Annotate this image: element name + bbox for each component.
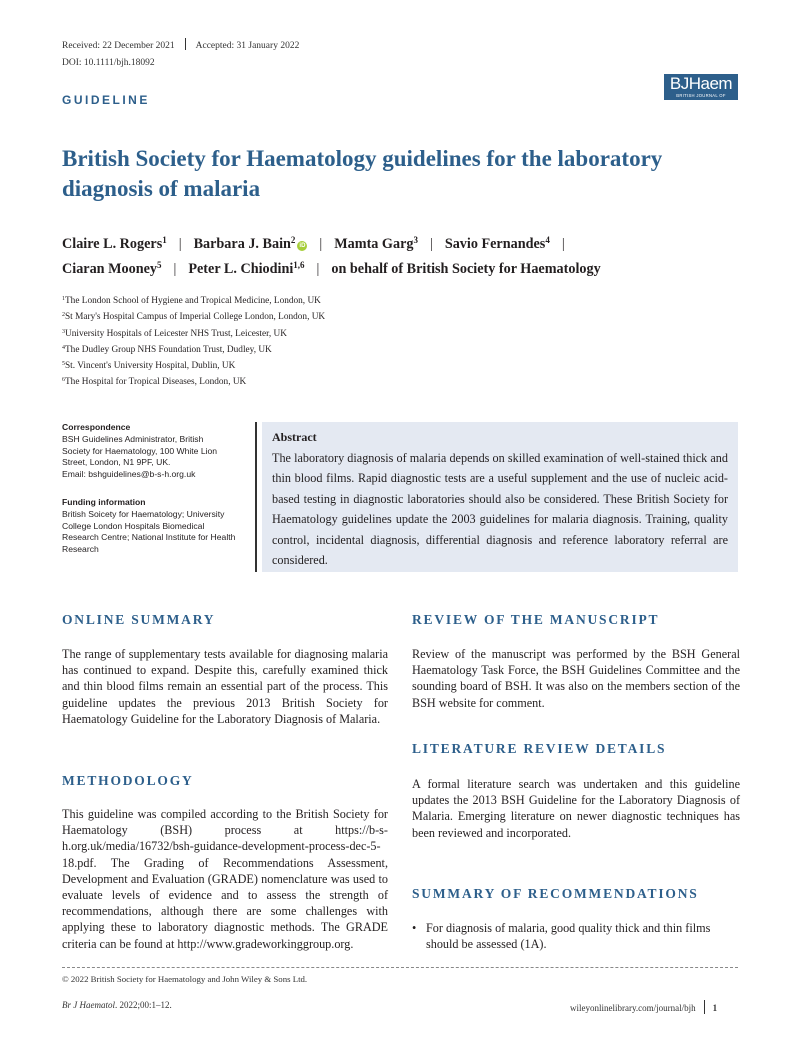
author[interactable]: Mamta Garg$^3$ [334, 235, 418, 252]
online-summary-text: The range of supplementary tests available for diagnosing malaria has continued to expand. Despite this, carefully examined thick and thin blood films remain an essential part of the process. This guideline updates the previous 2013 British Society for Haematology Guideline for the Laboratory Diagnosis of Malaria. [62, 647, 388, 726]
author-separator: | [178, 236, 182, 252]
author[interactable]: Peter L. Chiodini$^{1,6}$ [188, 260, 305, 277]
affiliation: $^2$St Mary's Hospital Campus of Imperial College London, London, UK [62, 312, 326, 323]
author-separator: | [316, 261, 320, 277]
affiliation-list [62, 293, 325, 391]
copyright-notice: © 2022 British Society for Haematology and John Wiley & Sons Ltd. [62, 974, 308, 984]
abstract-divider [255, 422, 257, 572]
section-heading-recommendations: SUMMARY OF RECOMMENDATIONS [412, 886, 699, 901]
literature-text: A formal literature search was undertaken and this guideline updates the 2013 BSH Guideline for the Laboratory Diagnosis of Malaria. Emerging literature on newer diagnostic techniques has been reviewed and incorporated. [412, 777, 740, 840]
funding-heading: Funding information [62, 497, 146, 507]
abstract-heading: Abstract [272, 430, 317, 444]
author-separator: | [561, 236, 565, 252]
correspondence-heading: Correspondence [62, 422, 131, 432]
article-type-label: GUIDELINE [62, 93, 150, 107]
affiliation: $^5$St. Vincent's University Hospital, Dublin, UK [62, 361, 236, 372]
author-separator: | [319, 236, 323, 252]
recommendation-text: For diagnosis of malaria, good quality thick and thin films should be assessed (1A). [426, 921, 711, 952]
author[interactable]: Barbara J. Bain$^2$iD [193, 235, 306, 252]
bullet-marker: • [412, 921, 417, 935]
section-heading-methodology: METHODOLOGY [62, 773, 194, 788]
funding-line: Research Centre; National Institute for Health [62, 532, 236, 543]
author-separator: | [173, 261, 177, 277]
orcid-icon[interactable]: iD [299, 243, 306, 249]
funding-line: Research [62, 544, 99, 555]
doi-link[interactable]: DOI: 10.1111/bjh.18092 [62, 58, 155, 68]
affiliation: $^6$The Hospital for Tropical Diseases, London, UK [62, 377, 247, 388]
page-separator [704, 1000, 705, 1014]
correspondence-line: BSH Guidelines Administrator, British [62, 433, 204, 444]
article-title: British Society for Haematology guidelines for the laboratory diagnosis of malaria [62, 146, 663, 201]
journal-logo-text: BJHaem [669, 74, 733, 93]
funding-line: British Soicety for Haematology; University [62, 508, 225, 519]
funding-line: College London Hospitals Biomedical [62, 520, 205, 531]
abstract-text: The laboratory diagnosis of malaria depends on skilled examination of well-stained thick and thin blood films. Rapid diagnostic tests are a useful supplement and the use of nucleic acid-based testing in diagnostic laboratories should also be considered. These British Society for Haematology guidelines update the 2003 guidelines for malaria diagnosis. Training, quality control, incidental diagnosis, differential diagnosis and reference laboratory referral are considered. [272, 451, 728, 568]
journal-url[interactable]: wileyonlinelibrary.com/journal/bjh [570, 1003, 696, 1013]
author-list [62, 232, 752, 282]
funding-block [62, 497, 248, 556]
list-item [412, 920, 740, 952]
author[interactable]: Claire L. Rogers$^1$ [62, 235, 167, 252]
section-heading-online-summary: ONLINE SUMMARY [62, 612, 216, 627]
affiliation: $^4$The Dudley Group NHS Foundation Trust, Dudley, UK [62, 344, 272, 355]
correspondence-line: Street, London, N1 9PF, UK. [62, 457, 171, 468]
journal-logo [664, 74, 738, 104]
date-separator [185, 38, 186, 50]
section-heading-review: REVIEW OF THE MANUSCRIPT [412, 612, 660, 627]
author-group: on behalf of British Society for Haematology [331, 261, 601, 277]
footer-divider [62, 967, 738, 968]
correspondence-block [62, 422, 248, 481]
correspondence-email[interactable]: Email: bshguidelines@b-s-h.org.uk [62, 469, 196, 480]
author-separator: | [429, 236, 433, 252]
journal-logo-subtext: BRITISH JOURNAL OF HAEMATOLOGY [676, 93, 726, 104]
review-text: Review of the manuscript was performed by the BSH General Haematology Task Force, the BSH Guidelines Committee and the sounding board of BSH. It was also on the members section of the BSH website for comment. [412, 647, 740, 710]
abstract-box [262, 422, 738, 572]
section-heading-literature: LITERATURE REVIEW DETAILS [412, 741, 667, 756]
received-date: Received: 22 December 2021 [62, 41, 175, 51]
correspondence-line: Society for Haematology, 100 White Lion [62, 445, 218, 456]
affiliation: $^1$The London School of Hygiene and Tropical Medicine, London, UK [62, 296, 321, 306]
author[interactable]: Ciaran Mooney$^5$ [62, 260, 162, 277]
affiliation: $^3$University Hospitals of Leicester NHS Trust, Leicester, UK [62, 328, 287, 339]
accepted-date: Accepted: 31 January 2022 [195, 41, 300, 51]
footer-right [570, 1000, 717, 1014]
author[interactable]: Savio Fernandes$^4$ [444, 235, 550, 252]
citation: Br J Haematol. 2022;00:1–12. [62, 1000, 172, 1010]
article-dates [62, 38, 299, 51]
methodology-text: This guideline was compiled according to the British Society for Haematology (BSH) process at https://b-s-h.org.uk/media/16732/bsh-guidance-development-process-dec-5-18.pdf. The Grading of Recommendations Assessment, Development and Evaluation (GRADE) nomenclature was used to evaluate levels of evidence and to assess the strength of recommendations, although there are some challenges with applying these to laboratory diagnostic methods. The GRADE criteria can be found at http://www.gradeworkinggroup.org. [62, 807, 388, 951]
page-number: 1 [712, 1003, 718, 1013]
